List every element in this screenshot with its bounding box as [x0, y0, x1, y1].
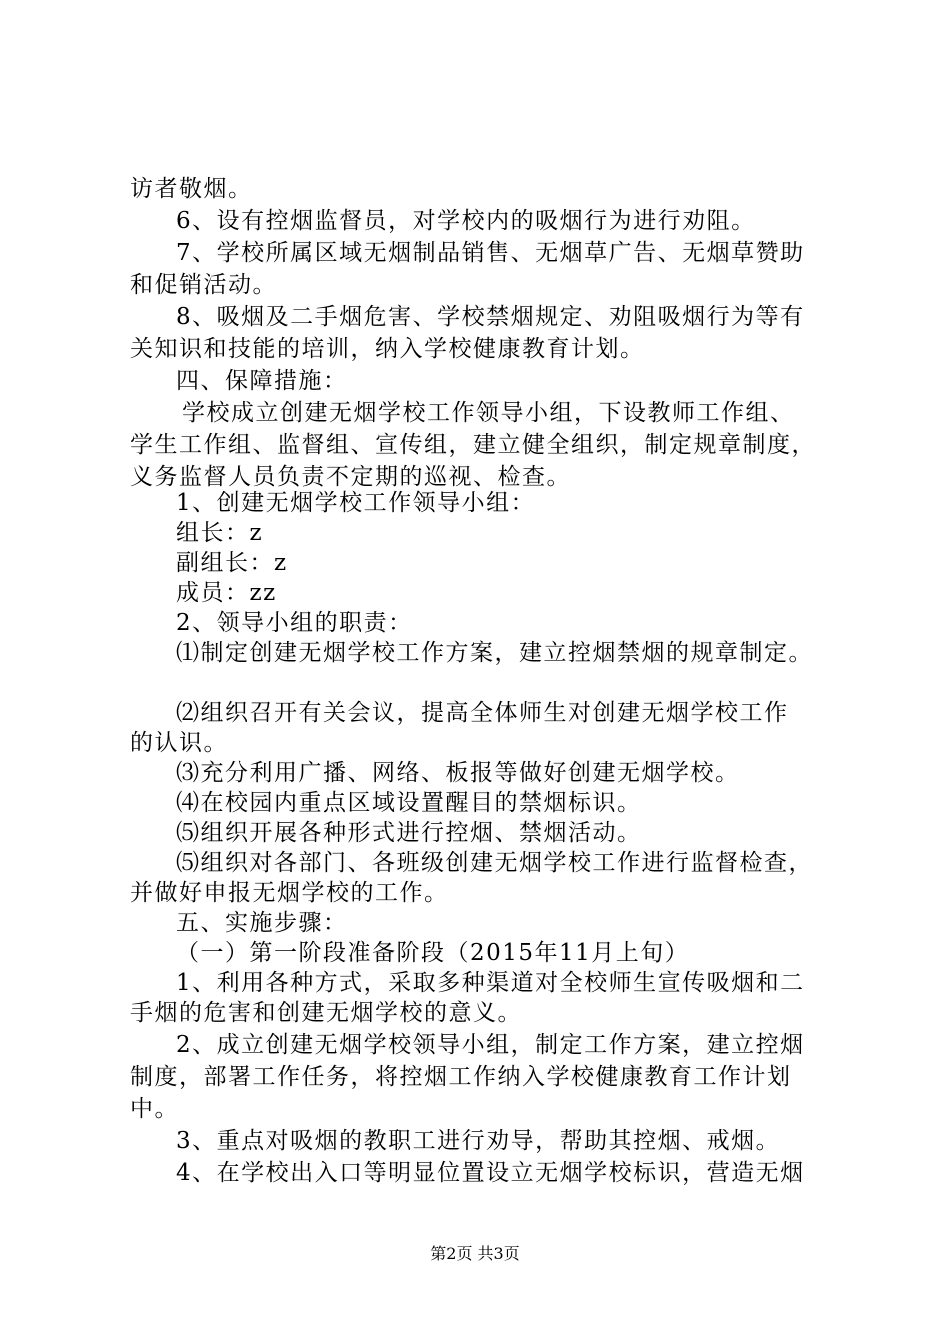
- section-heading: 五、实施步骤：: [176, 910, 348, 936]
- subsection-heading: （一）第一阶段准备阶段（2015年11月上旬）: [176, 940, 690, 966]
- text-line: 4、在学校出入口等明显位置设立无烟学校标识，营造无烟: [176, 1160, 805, 1186]
- page-footer: 第2页 共3页: [430, 1244, 520, 1263]
- text-line: 组长：z: [176, 520, 264, 546]
- text-line: 6、设有控烟监督员，对学校内的吸烟行为进行劝阻。: [176, 208, 756, 234]
- text-line: 和促销活动。: [130, 272, 277, 298]
- text-line: 1、创建无烟学校工作领导小组：: [176, 490, 536, 516]
- text-line: 学校成立创建无烟学校工作领导小组，下设教师工作组、: [182, 400, 795, 426]
- text-line: 成员：zz: [176, 580, 277, 606]
- text-line: ⑸组织开展各种形式进行控烟、禁烟活动。: [176, 820, 642, 846]
- text-line: 8、吸烟及二手烟危害、学校禁烟规定、劝阻吸烟行为等有: [176, 304, 805, 330]
- text-line: 义务监督人员负责不定期的巡视、检查。: [130, 464, 571, 490]
- text-line: ⑷在校园内重点区域设置醒目的禁烟标识。: [176, 790, 642, 816]
- text-line: 中。: [130, 1096, 179, 1122]
- text-line: 2、领导小组的职责：: [176, 610, 413, 636]
- text-line: 并做好申报无烟学校的工作。: [130, 880, 449, 906]
- text-line: 1、利用各种方式，采取多种渠道对全校师生宣传吸烟和二: [176, 970, 805, 996]
- text-line: 学生工作组、监督组、宣传组，建立健全组织，制定规章制度，: [130, 432, 816, 458]
- text-line: ⑸组织对各部门、各班级创建无烟学校工作进行监督检查，: [176, 850, 813, 876]
- text-line: 2、成立创建无烟学校领导小组，制定工作方案，建立控烟: [176, 1032, 805, 1058]
- text-line: 3、重点对吸烟的教职工进行劝导，帮助其控烟、戒烟。: [176, 1128, 781, 1154]
- text-line: 的认识。: [130, 730, 228, 756]
- text-line: ⑶充分利用广播、网络、板报等做好创建无烟学校。: [176, 760, 740, 786]
- text-line: 制度，部署工作任务，将控烟工作纳入学校健康教育工作计划: [130, 1064, 792, 1090]
- text-line: 手烟的危害和创建无烟学校的意义。: [130, 1000, 522, 1026]
- text-line: 访者敬烟。: [130, 176, 253, 202]
- text-line: 副组长：z: [176, 550, 288, 576]
- text-line: ⑴制定创建无烟学校工作方案，建立控烟禁烟的规章制定。: [176, 640, 813, 666]
- text-line: 7、学校所属区域无烟制品销售、无烟草广告、无烟草赞助: [176, 240, 805, 266]
- text-line: ⑵组织召开有关会议，提高全体师生对创建无烟学校工作: [176, 700, 789, 726]
- text-line: 关知识和技能的培训，纳入学校健康教育计划。: [130, 336, 645, 362]
- section-heading: 四、保障措施：: [176, 368, 348, 394]
